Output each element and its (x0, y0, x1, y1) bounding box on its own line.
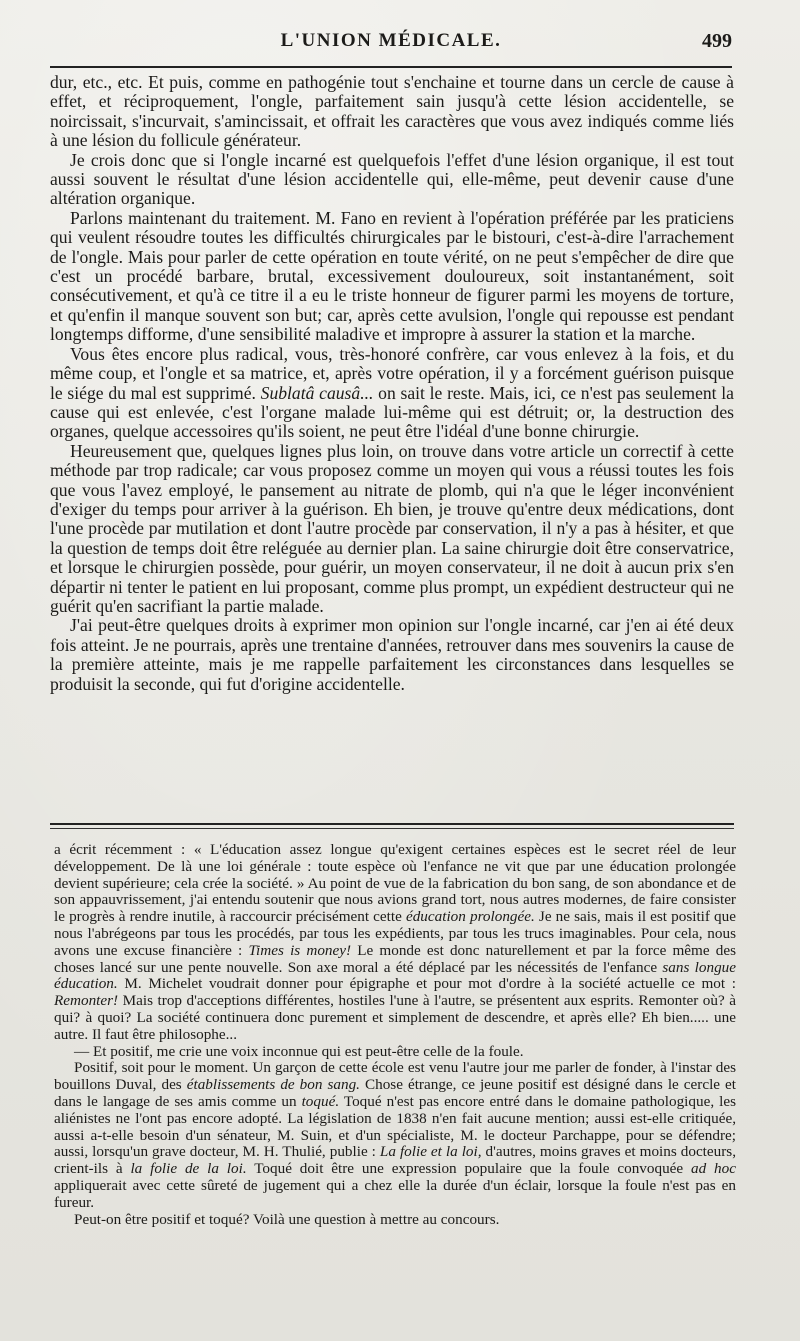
running-title: L'UNION MÉDICALE. (280, 30, 502, 51)
paragraph-2: Je crois donc que si l'ongle incarné est quelquefois l'effet d'une lésion organique, il est tout aussi souvent le résultat d'une lésion accidentelle qui, elle-même, peut devenir cause d'une altération organique. (50, 149, 734, 209)
fn3-italic-5: ad hoc (691, 1160, 736, 1178)
fn1-text-a: a écrit récemment : « L'éducation assez longue qu'exigent certaines espèces est le secret réel de leur développement. De là une loi générale : toute espèce où l'enfance ne vit que par une éducation prolongée devient supérieure; cela crée la société. » Au point de vue de la fabrication du bon sang, de son abondance et de son appauvrissement, j'ai entendu soutenir que nous avions grand tort, nous autres modernes, de faire consister le progrès à rendre inutile, à raccourcir précisément cette (54, 841, 736, 926)
fn3-italic-1: établissements de bon sang. (186, 1076, 360, 1094)
fn3-text-b: Chose étrange, ce jeune positif est désigné dans le cercle et dans le langage de ses amis comme un (54, 1076, 737, 1110)
fn1-text-c: Le monde est donc naturellement et par la force même des choses lancé sur une pente nouvelle. Son axe moral a été déplacé par les nécessités de l'enfance (54, 941, 736, 976)
paragraph-4-text-a: Vous êtes encore plus radical, vous, très-honoré confrère, car vous enlevez à la fois, et du même coup, et l'ongle et sa matrice, et, après votre opération, il y a forcément guérison puisque le siége du mal est supprimé. (50, 343, 734, 403)
footnote-text (54, 842, 736, 1228)
main-text (50, 73, 734, 694)
header-rule (50, 66, 732, 68)
latin-phrase: Sublatâ causâ... (260, 382, 374, 403)
page-number: 499 (702, 30, 732, 52)
footnote-paragraph-1 (54, 842, 736, 1044)
fn3-italic-2: toqué. (301, 1092, 340, 1110)
paragraph-6: J'ai peut-être quelques droits à exprimer mon opinion sur l'ongle incarné, car j'en ai été deux fois atteint. Je ne pourrais, après une trentaine d'années, retrouver dans mes souvenirs la cause de la première atteinte, mais je me rappelle parfaitement les circonstances dans lesquelles se produisit la seconde, qui fut d'origine accidentelle. (50, 615, 734, 694)
fn3-italic-3: La folie et la loi, (379, 1143, 482, 1161)
fn3-text-f: appliquerait avec cette sûreté de jugement qui a chez elle la durée d'un éclair, lorsque la foule n'est pas en fureur. (54, 1176, 736, 1211)
fn1-italic-4: Remonter! (54, 992, 119, 1010)
footnote-paragraph-4: Peut-on être positif et toqué? Voilà une question à mettre au concours. (74, 1210, 500, 1228)
fn1-italic-1: éducation prolongée. (405, 908, 535, 926)
paragraph-4 (50, 345, 734, 442)
fn1-text-e: Mais trop d'acceptions différentes, hostiles l'une à l'autre, se présentent aux esprits. Remonter où? à qui? à quoi? La société continuera donc purement et simplement de descendre, et après elle? Eh bien..... une autre. Il faut être philosophe... (54, 992, 736, 1043)
paragraph-5: Heureusement que, quelques lignes plus loin, on trouve dans votre article un correctif à cette méthode par trop radicale; car vous proposez comme un moyen qui vous a réussi toutes les fois que vous l'avez employé, le pansement au nitrate de plomb, qui n'a que le léger inconvénient d'exiger du temps pour arriver à la guérison. Eh bien, je trouve qu'entre deux médications, dont l'une procède par mutilation et dont l'autre procède par conservation, il n'y a pas à hésiter, et que la question de temps doit être reléguée au dernier plan. La saine chirurgie doit être conservatrice, et lorsque le chirurgien possède, pour guérir, un moyen conservateur, il ne doit à aucun prix s'en départir ni tenter le patient en lui proposant, comme plus prompt, un expédient destructeur qui ne guérit qu'en sacrifiant la partie malade. (50, 440, 734, 616)
fn3-text-a: Positif, soit pour le moment. Un garçon de cette école est venu l'autre jour me parler de fonder, à l'instar des bouillons Duval, des (54, 1059, 736, 1094)
paragraph-4-text-b: on sait le reste. Mais, ici, ce n'est pas seulement la cause qui est enlevée, c'est l'organe malade lui-même qui est détruit; or, la destruction des organes, quelque accessoires qu'ils soient, ne peut être l'idéal d'une bonne chirurgie. (50, 382, 734, 442)
footnote-separator (50, 823, 734, 829)
fn1-italic-2: Times is money! (248, 941, 352, 959)
paragraph-3: Parlons maintenant du traitement. M. Fano en revient à l'opération préférée par les praticiens qui veulent résoudre toutes les difficultés chirurgicales par le bistouri, c'est-à-dire l'arrachement de l'ongle. Mais pour parler de cette opération en toute vérité, on ne peut s'empêcher de dire que c'est un procédé barbare, brutal, excessivement douloureux, soit instantanément, soit consécutivement, et qu'à ce titre il a eu le triste honneur de figurer parmi les moyens de torture, et qu'enfin il manque souvent son but; car, après cette avulsion, l'ongle qui repousse est pendant longtemps difforme, d'une sensibilité maladive et impropre à assurer la station et la marche. (50, 207, 734, 345)
footnote-paragraph-2: — Et positif, me crie une voix inconnue qui est peut-être celle de la foule. (74, 1042, 524, 1060)
fn3-italic-4: la folie de la loi. (130, 1160, 247, 1178)
fn3-text-e: Toqué doit être une expression populaire que la foule convoquée (246, 1160, 692, 1178)
fn1-text-d: M. Michelet voudrait donner pour épigraphe et pour mot d'ordre à la société actuelle ce mot : (117, 975, 736, 993)
fn3-text-c: Toqué n'est pas encore entré dans le domaine pathologique, les aliénistes ne l'ont pas encore adopté. La législation de 1838 n'en fait aucune mention; aussi est-elle critiquée, aussi a-t-elle besoin d'un sénateur, M. Suin, et d'un spécialiste, M. le docteur Parchappe, pour se défendre; aussi, lorsqu'un grave docteur, M. H. Thulié, publie : (54, 1092, 737, 1161)
fn1-italic-3: sans longue éducation. (54, 958, 737, 993)
fn1-text-b: Je ne sais, mais il est positif que nous l'abrégeons par tous les procédés, par tous les expédients, par tous les trucs imaginables. Pour cela, nous avons une excuse financière : (54, 908, 736, 959)
footnote-paragraph-3 (54, 1060, 736, 1211)
fn3-text-d: d'autres, moins graves et moins docteurs, crient-ils à (54, 1143, 737, 1178)
page-header (50, 30, 732, 58)
paragraph-1: dur, etc., etc. Et puis, comme en pathogénie tout s'enchaine et tourne dans un cercle de cause à effet, et réciproquement, l'ongle, parfaitement sain jusqu'à cette lésion accidentelle, se noircissait, s'incurvait, s'amincissait, et offrait les caractères que vous avez indiqués comme liés à une lésion du follicule générateur. (50, 72, 734, 151)
